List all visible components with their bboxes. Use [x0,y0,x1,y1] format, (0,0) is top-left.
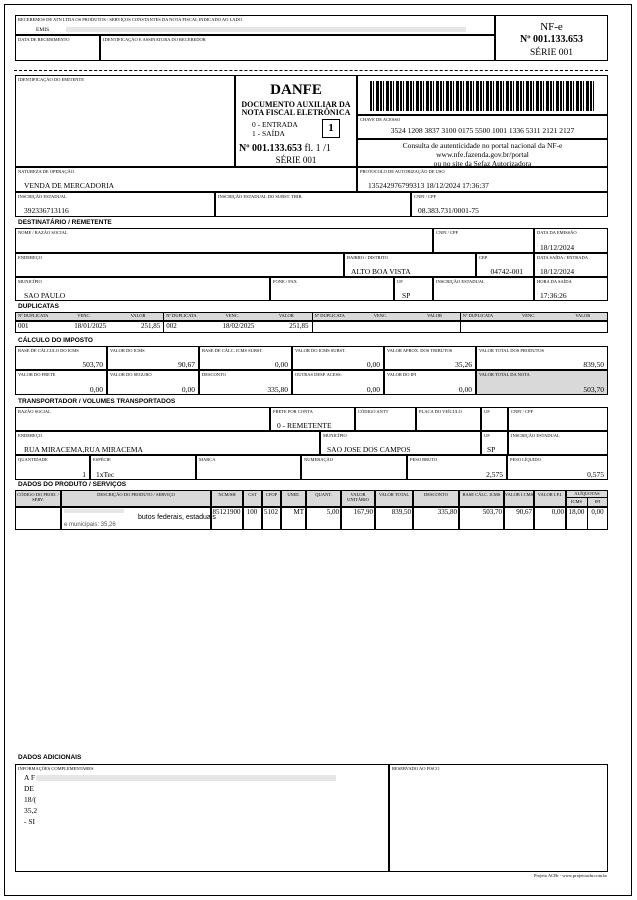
danfe-tipo: 1 [322,119,340,138]
transp-antt-box [355,407,416,431]
dup-col-valor: VALOR [427,313,443,318]
danfe-sub2: NOTA FISCAL ELETRÔNICA [241,108,351,117]
transp-peso-bruto-label: PESO BRUTO [410,457,438,462]
prod-code-redacted [64,509,124,513]
dest-hora-label: HORA DA SAÍDA [537,279,572,284]
natureza-box [15,167,357,192]
dest-bairro-label: BAIRRO / DISTRITO [347,255,388,260]
dest-municipio-box [15,277,270,301]
transp-numeracao-box [301,455,407,480]
prod-header-vtotal: VALOR TOTAL [378,492,410,497]
prod-header-v_icms: VALOR I.CMS [504,492,534,497]
bc-st-value: 0,00 [274,360,288,369]
transp-ie-box [508,431,608,455]
transp-placa-label: PLACA DO VEÍCULO [419,409,462,414]
imposto-section: CÁLCULO DO IMPOSTO [18,337,93,344]
prod-header-aliq-ipi: IPI [594,499,601,504]
prod-descricao: butos federais, estaduais [138,514,216,521]
dest-cep-label: CEP [479,255,488,260]
dup-col-num: Nº DUPLICATA [18,313,49,318]
chave-label: CHAVE DE ACESSO [360,117,401,122]
icms-value: 90,67 [178,360,195,369]
icms-st-label: VALOR DO ICMS SUBST. [295,348,346,353]
dest-uf-box [394,277,433,301]
transp-qtd-value: 1 [82,470,86,479]
barcode-image [370,81,594,111]
dest-bairro-value: ALTO BOA VISTA [351,267,411,276]
transp-numeracao-label: NUMERAÇÃO [304,457,334,462]
dest-ie-box [433,277,534,301]
transp-frete-box [270,407,355,431]
protocolo-box [357,167,608,192]
dup-col-num: Nº DUPLICATA [314,313,345,318]
dup-col-venc: VENC. [77,313,91,318]
tributos-value: 35,26 [455,360,472,369]
outras-box [292,370,384,395]
prod-header-aliq: ALÍQUOTAS [574,491,600,496]
prod-row-cell [15,507,61,530]
prod-header-unid: UNID. [287,492,300,497]
frete-label: VALOR DO FRETE [18,372,56,377]
prod-header-ncm: NCM/SH [218,492,236,497]
icms-label: VALOR DO ICMS [110,348,145,353]
dest-uf-value: SP [402,291,411,300]
consulta-box [357,139,608,167]
ie-label: INSCRIÇÃO ESTADUAL [18,194,67,199]
danfe-serie: SÉRIE 001 [275,155,317,165]
dup-col-num: Nº DUPLICATA [462,313,494,318]
transp-municipio-box [320,431,481,455]
dest-nome-box [15,228,433,253]
receipt-date-label: DATA DE RECEBIMENTO [18,37,70,42]
transp-uf-box [481,407,508,431]
ipi-value: 0,00 [458,385,472,394]
tributos-box [384,346,476,370]
info-line: - SI [24,817,36,826]
dup-col-valor: VALOR [278,313,294,318]
chave-value: 3524 1208 3837 3100 0175 5500 1001 1336 5311 2121 2127 [390,126,575,135]
transp-ie-label: INSCRIÇÃO ESTADUAL [511,433,560,438]
chave-box [357,115,608,139]
transp-uf-value: SP [487,445,496,454]
bc-st-box [199,346,292,370]
info-complementares-label: INFORMAÇÕES COMPLEMENTARES [18,766,94,771]
prod-header-quant: QUANT. [315,492,332,497]
dest-endereco-box [15,253,344,277]
dest-emissao-value: 18/12/2024 [540,243,575,252]
transp-qtd-box [15,455,90,480]
icms-box [107,346,199,370]
dup-venc: 18/02/2025 [222,322,255,330]
receipt-date-box [15,35,100,61]
prod-desconto: 335,80 [437,508,457,516]
prod-cst: 100 [246,508,258,516]
dup-num: 002 [166,322,177,330]
consulta-line3: ou no site da Sefaz Autorizadora [433,159,532,168]
outras-label: OUTRAS DESP. ACESS. [295,372,342,377]
fisco-box [389,764,608,872]
bc-icms-box [15,346,107,370]
total-nota-label: VALOR TOTAL DA NOTA [479,372,530,377]
prod-header-bc_icms: BASE CÁLC. ICMS [462,492,501,497]
natureza-value: VENDA DE MERCADORIA [24,181,114,190]
prod-ncm: 85121900 [212,508,241,516]
transp-uf2-label: UF [484,433,490,438]
prod-vtotal: 839,50 [391,508,411,516]
total-nota-box [476,370,608,395]
total-prod-label: VALOR TOTAL DOS PRODUTOS [479,348,545,353]
transp-peso-bruto-box [407,455,507,480]
dup-divider [460,312,461,333]
prod-unid: MT [293,508,304,516]
bc-icms-value: 503,70 [82,360,103,369]
prod-header-vunit: VALOR UNITÁRIO [347,492,369,502]
transp-razao-box [15,407,270,431]
dest-cep-box [476,253,534,277]
cnpj-label: CNPJ / CPF [414,194,437,199]
receipt-signature-box [100,35,495,61]
prod-v_icms: 90,67 [516,508,532,516]
prod-quant: 5,00 [326,508,339,516]
desconto-box [199,370,292,395]
receipt-number: Nº 001.133.653 [519,34,584,45]
bc-st-label: BASE DE CÁLC. ICMS SUBST. [202,348,263,353]
dest-municipio-label: MUNICÍPIO [18,279,42,284]
receipt-text-box [15,15,495,35]
transp-endereco-box [15,431,320,455]
dest-emissao-box [534,228,608,253]
protocolo-label: PROTOCOLO DE AUTORIZAÇÃO DE USO [360,169,445,174]
transp-endereco-value: RUA MIRACEMA,RUA MIRACEMA [24,445,143,454]
icms-st-box [292,346,384,370]
dest-emissao-label: DATA DA EMISSÃO [537,230,577,235]
ie-value: 392336713116 [24,206,69,215]
dest-saida-box [534,253,608,277]
transp-peso-liq-box [507,455,608,480]
dest-cep-value: 04742-001 [490,267,523,276]
danfe-title: DANFE [270,82,322,98]
prod-header-descricao: DESCRIÇÃO DO PRODUTO / SERVIÇO [97,492,175,497]
transp-placa-box [416,407,481,431]
receipt-nfe: NF-e [540,21,563,33]
dup-col-num: Nº DUPLICATA [166,313,197,318]
prod-cfop: 5102 [264,508,278,516]
transp-uf2-box [481,431,508,455]
duplicatas-section: DUPLICATAS [18,303,59,310]
dup-valor: 251,85 [289,322,309,330]
prod-header-aliq-icms: ICMS [570,499,582,504]
prod-descricao-2: e municipais: 35,26 [64,522,116,528]
danfe-saida: 1 - SAÍDA [252,129,285,138]
prod-aliq-ipi: 0,00 [591,508,604,516]
cnpj-box [411,192,608,217]
dest-fone-label: FONE / FAX [273,279,297,284]
prod-header-codigo: CÓDIGO DO PROD. / SERV. [17,492,59,502]
transp-peso-bruto-value: 2,575 [486,470,503,479]
emitente-label: IDENTIFICAÇÃO DO EMITENTE [18,77,84,82]
transp-municipio-label: MUNICÍPIO [323,433,347,438]
barcode-box [357,75,608,115]
transp-marca-box [196,455,301,480]
danfe-box [235,75,357,167]
tributos-label: VALOR APROX. DOS TRIBUTOS [387,348,453,353]
natureza-label: NATUREZA DE OPERAÇÃO [18,169,75,174]
dest-endereco-label: ENDEREÇO [18,255,42,260]
transp-cnpj-box [508,407,608,431]
ipi-label: VALOR DO IPI [387,372,417,377]
ie-st-box [215,192,411,217]
fisco-label: RESERVADO AO FISCO [392,766,440,771]
dup-valor: 251,85 [141,322,161,330]
dup-venc: 18/01/2025 [74,322,107,330]
ipi-box [384,370,476,395]
transp-peso-liq-value: 0,575 [587,470,604,479]
dest-hora-value: 17:36:26 [540,291,567,300]
consulta-line2: www.nfe.fazenda.gov.br/portal [436,150,529,159]
info-complementares-box [15,764,389,872]
transp-frete-label: FRETE POR CONTA [273,409,313,414]
bc-icms-label: BASE DE CÁLCULO DO ICMS [18,348,79,353]
cnpj-value: 08.383.731/0001-75 [418,206,479,215]
prod-aliq-icms: 18,00 [568,508,585,516]
transp-especie-box [90,455,196,480]
dup-col-valor: VALOR [130,313,146,318]
dup-col-valor: VALOR [575,313,591,318]
dest-nome-label: NOME / RAZÃO SOCIAL [18,230,68,235]
dest-cnpj-box [433,228,534,253]
outras-value: 0,00 [366,385,380,394]
ie-st-label: INSCRIÇÃO ESTADUAL DO SUBST. TRIB. [218,194,303,199]
transp-uf-label: UF [484,409,490,414]
dest-municipio-value: SAO PAULO [24,291,66,300]
dest-ie-label: INSCRIÇÃO ESTADUAL [436,279,485,284]
receipt-signature-label: IDENTIFICAÇÃO E ASSINATURA DO RECEBEDOR [103,37,206,42]
info-line: 35,2 [24,806,38,815]
dup-num: 001 [18,322,29,330]
danfe-sub1: DOCUMENTO AUXILIAR DA [241,100,351,109]
prod-header-desconto: DESCONTO [424,492,448,497]
transp-especie-label: ESPÉCIE [93,457,111,462]
prod-v_ipi: 0,00 [551,508,564,516]
footer-text: Projeto ACBr - www.projetoacbr.com.br [534,873,607,878]
emitente-box [15,75,235,167]
dest-saida-value: 18/12/2024 [540,267,575,276]
adicionais-section: DADOS ADICIONAIS [18,754,82,761]
dup-col-venc: VENC. [225,313,239,318]
transp-peso-liq-label: PESO LÍQUIDO [510,457,541,462]
icms-st-value: 0,00 [366,360,380,369]
prod-vunit: 167,90 [353,508,373,516]
receipt-text: RECEBEMOS DE ATN LTDA OS PRODUTOS / SERVIÇOS CONSTANTES DA NOTA FISCAL INDICADO AO LADO [18,17,243,22]
danfe-number: Nº 001.133.653 fl. 1 /1 [239,143,331,154]
transp-especie-value: 1xTec [96,470,115,479]
receipt-emis: EMIS [36,27,50,33]
info-line: A F [24,773,36,782]
dest-uf-label: UF [397,279,403,284]
dest-fone-box [270,277,394,301]
transp-antt-label: CÓDIGO ANTT [358,409,389,414]
desconto-value: 335,80 [267,385,288,394]
produtos-section: DADOS DO PRODUTO / SERVIÇOS [18,481,127,488]
transp-endereco-label: ENDEREÇO [18,433,42,438]
receipt-serie: SÉRIE 001 [529,48,573,58]
total-prod-box [476,346,608,370]
transp-marca-label: MARCA [199,457,216,462]
seguro-value: 0,00 [181,385,195,394]
protocolo-value: 135242976799313 18/12/2024 17:36:37 [368,181,489,190]
dup-divider [163,312,164,333]
dup-divider [312,312,313,333]
destinatario-section: DESTINATÁRIO / REMETENTE [18,219,112,226]
transp-razao-label: RAZÃO SOCIAL [18,409,51,414]
info-line: 18/( [24,795,37,804]
frete-box [15,370,107,395]
cut-line [14,70,608,71]
transp-frete-value: 0 - REMETENTE [277,421,332,430]
total-prod-value: 839,50 [583,360,604,369]
seguro-box [107,370,199,395]
consulta-line1: Consulta de autenticidade no portal nacional da NF-e [402,141,563,150]
info-line: DE [24,784,34,793]
dest-hora-box [534,277,608,301]
prod-header-cfop: CFOP [265,492,278,497]
transportador-section: TRANSPORTADOR / VOLUMES TRANSPORTADOS [18,398,176,405]
dest-cnpj-label: CNPJ / CPF [436,230,459,235]
ie-box [15,192,215,217]
desconto-label: DESCONTO [202,372,226,377]
prod-header-cst: CST [248,492,257,497]
transp-municipio-value: SAO JOSE DOS CAMPOS [327,445,411,454]
danfe-entrada: 0 - ENTRADA [252,120,298,129]
dup-col-venc: VENC. [373,313,388,318]
prod-bc_icms: 503,70 [482,508,502,516]
transp-qtd-label: QUANTIDADE [18,457,48,462]
dup-col-venc: VENC. [522,313,536,318]
prod-header-v_ipi: VALOR I.P.I. [537,492,563,497]
dest-bairro-box [344,253,476,277]
transp-cnpj-label: CNPJ / CPF [511,409,534,414]
total-nota-value: 503,70 [583,385,604,394]
receipt-nfe-box [495,15,608,61]
frete-value: 0,00 [89,385,103,394]
dest-saida-label: DATA SAÍDA / ENTRADA [537,255,589,260]
seguro-label: VALOR DO SEGURO [110,372,152,377]
